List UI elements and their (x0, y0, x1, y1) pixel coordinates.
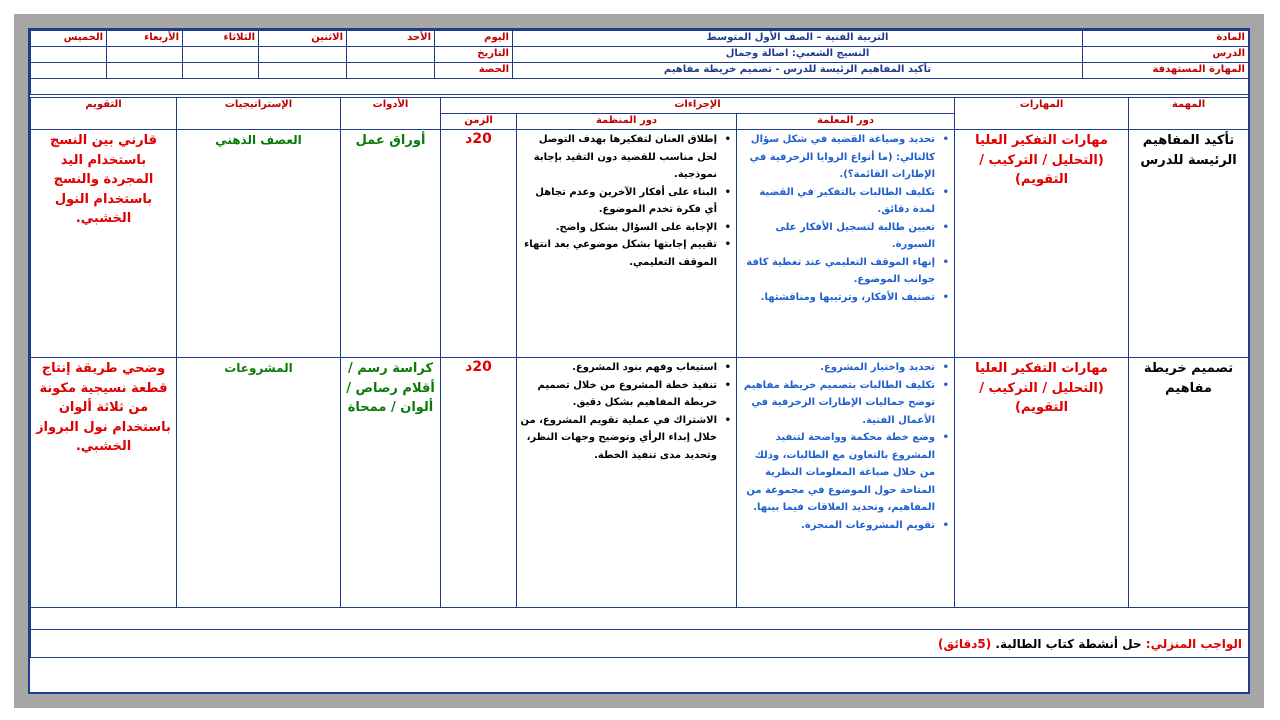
list-item: • تقويم المشروعات المنجزة. (740, 517, 951, 535)
date-cell (31, 47, 107, 63)
lesson-label: الدرس (1083, 47, 1249, 63)
lesson-value: النسيج الشعبي: اصالة وجمال (513, 47, 1083, 63)
empty-row-cell (31, 608, 1249, 630)
list-item: • إطلاق العنان لتفكيرها بهدف التوصل لحل مناسب للقضية دون التقيد بإجابة نموذجية. (520, 131, 733, 184)
list-item: • تصنيف الأفكار، وترتيبها ومناقشتها. (740, 289, 951, 307)
period-cell (347, 63, 435, 79)
day-wednesday: الأربعاء (107, 31, 183, 47)
date-cell (183, 47, 259, 63)
homework-row (31, 630, 1249, 658)
strategies-cell: العصف الذهني (177, 130, 341, 358)
date-cell (347, 47, 435, 63)
homework-label: الواجب المنزلي: (1145, 636, 1243, 651)
skills-cell: مهارات التفكير العليا (التحليل / التركيب / التقويم) (955, 130, 1129, 358)
evaluation-cell: قارني بين النسج باستخدام اليد المجردة والنسج باستخدام النول الخشبي. (31, 130, 177, 358)
list-item: • تحديد واختيار المشروع. (740, 359, 951, 377)
col-procedures: الإجراءات (441, 98, 955, 114)
organizer-role-list (520, 359, 733, 464)
day-thursday: الخميس (31, 31, 107, 47)
teacher-role-cell (737, 130, 955, 358)
spacer-row (31, 608, 1249, 630)
list-item: • تنفيذ خطة المشروع من خلال تصميم خريطة المفاهيم بشكل دقيق. (520, 377, 733, 412)
homework-text: حل أنشطة كتاب الطالبة. (995, 636, 1142, 651)
list-item: • وضع خطة محكمة وواضحة لتنفيذ المشروع بالتعاون مع الطالبات، وذلك من خلال صياغة المعلومات النظرية المتاحة حول الموضوع في مجموعة من المفاهيم، وتحديد العلاقات فيما بينها. (740, 429, 951, 517)
date-label: التاريخ (435, 47, 513, 63)
subject-value: التربية الفنية – الصف الأول المتوسط (513, 31, 1083, 47)
col-teacher-role: دور المعلمة (737, 114, 955, 130)
period-cell (259, 63, 347, 79)
col-strategies: الإستراتيجيات (177, 98, 341, 130)
day-tuesday: الثلاثاء (183, 31, 259, 47)
col-task: المهمة (1129, 98, 1249, 130)
col-organizer-role: دور المنظمة (517, 114, 737, 130)
period-cell (183, 63, 259, 79)
spacer-row (31, 79, 1249, 95)
skills-cell: مهارات التفكير العليا (التحليل / التركيب / التقويم) (955, 358, 1129, 608)
col-time: الزمن (441, 114, 517, 130)
teacher-role-cell (737, 358, 955, 608)
time-cell: 20د (441, 130, 517, 358)
list-item: • تحديد وصياغة القضية في شكل سؤال كالتالي: (ما أنواع الزوايا الزخرفية في الإطارات القائمة؟). (740, 131, 951, 184)
task-cell: تأكيد المفاهيم الرئيسة للدرس (1129, 130, 1249, 358)
subject-label: المادة (1083, 31, 1249, 47)
strategies-cell: المشروعات (177, 358, 341, 608)
day-monday: الاثنين (259, 31, 347, 47)
list-item: • تكليف الطالبات بتصميم خريطة مفاهيم توضح جماليات الإطارات الزخرفية في الأعمال الفنية. (740, 377, 951, 430)
period-cell (31, 63, 107, 79)
list-item: • تعيين طالبة لتسجيل الأفكار على السبورة. (740, 219, 951, 254)
teacher-role-list (740, 131, 951, 306)
skill-label: المهارة المستهدفة (1083, 63, 1249, 79)
date-cell (259, 47, 347, 63)
col-evaluation: التقويم (31, 98, 177, 130)
table-row (31, 358, 1249, 608)
skill-value: تأكيد المفاهيم الرئيسة للدرس - تصميم خريطة مفاهيم (513, 63, 1083, 79)
list-item: • تقييم إجابتها بشكل موضوعي بعد انتهاء الموقف التعليمي. (520, 236, 733, 271)
tools-cell: كراسة رسم / أقلام رصاص / ألوان / ممحاة (341, 358, 441, 608)
list-item: • البناء على أفكار الآخرين وعدم تجاهل أي فكرة تخدم الموضوع. (520, 184, 733, 219)
teacher-role-list (740, 359, 951, 534)
list-item: • تكليف الطالبات بالتفكير في القضية لمدة دقائق. (740, 184, 951, 219)
lesson-procedures-table (30, 97, 1249, 658)
lesson-plan-sheet (28, 28, 1250, 694)
day-sunday: الأحد (347, 31, 435, 47)
list-item: • استيعاب وفهم بنود المشروع. (520, 359, 733, 377)
organizer-role-cell (517, 130, 737, 358)
homework-cell (31, 630, 1249, 658)
date-cell (107, 47, 183, 63)
period-label: الحصة (435, 63, 513, 79)
list-item: • الإجابة على السؤال بشكل واضح. (520, 219, 733, 237)
day-label: اليوم (435, 31, 513, 47)
organizer-role-cell (517, 358, 737, 608)
homework-duration: (5دقائق) (938, 636, 992, 651)
time-cell: 20د (441, 358, 517, 608)
task-cell: تصميم خريطة مفاهيم (1129, 358, 1249, 608)
tools-cell: أوراق عمل (341, 130, 441, 358)
period-cell (107, 63, 183, 79)
col-tools: الأدوات (341, 98, 441, 130)
list-item: • إنهاء الموقف التعليمي عند تغطية كافة جوانب الموضوع. (740, 254, 951, 289)
list-item: • الاشتراك في عملية تقويم المشروع، من خلال إبداء الرأي وتوضيح وجهات النظر، وتحديد مدى تنفيذ الخطة. (520, 412, 733, 465)
col-skills: المهارات (955, 98, 1129, 130)
evaluation-cell: وضحي طريقة إنتاج قطعة نسيجية مكونة من ثلاثة ألوان باستخدام نول البرواز الخشبي. (31, 358, 177, 608)
table-row (31, 130, 1249, 358)
organizer-role-list (520, 131, 733, 271)
lesson-info-table (30, 30, 1249, 95)
